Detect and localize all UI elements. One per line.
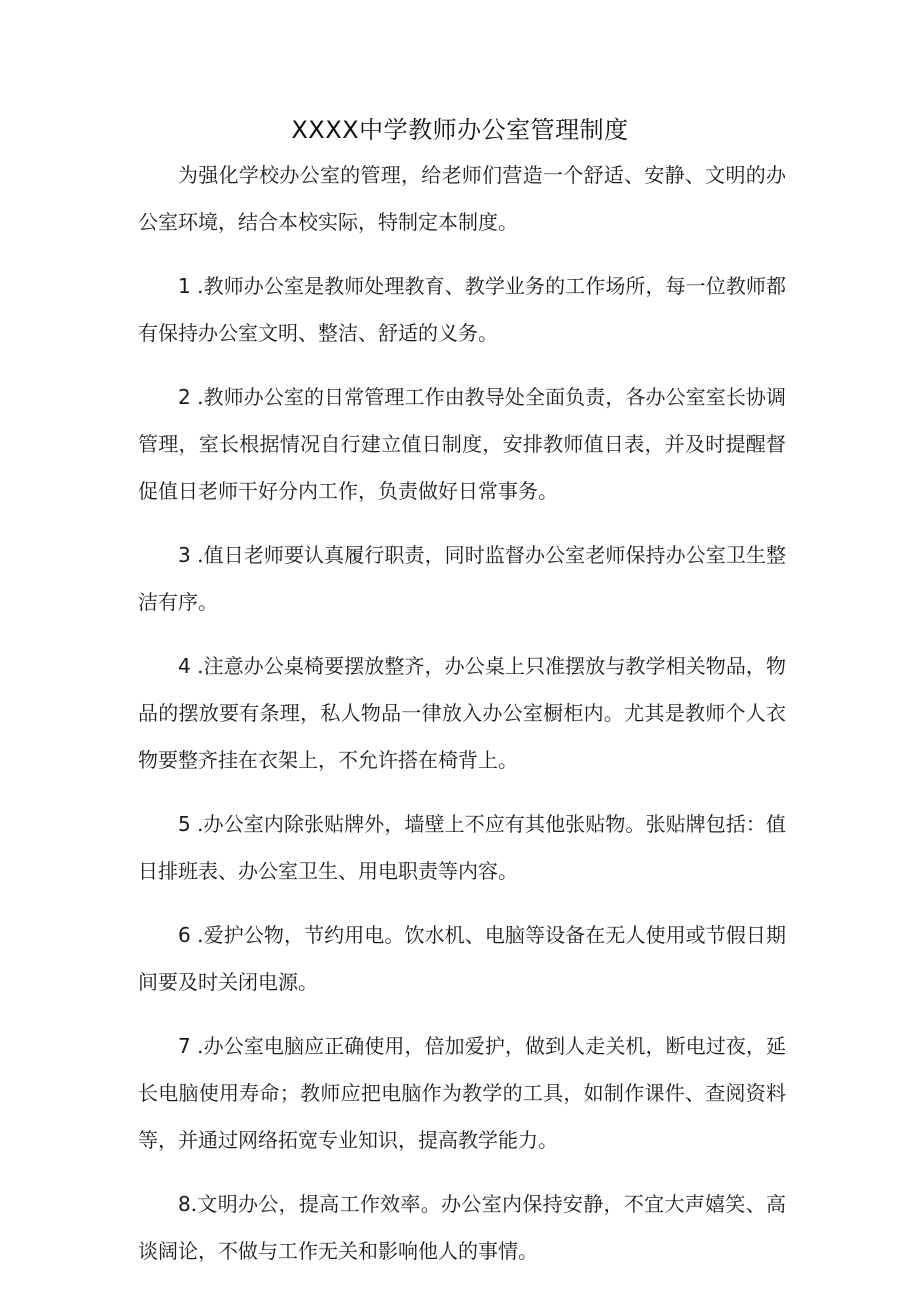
rule-number: 2 [178, 385, 191, 409]
rule-text: 教师办公室的日常管理工作由教导处全面负责，各办公室室长协调管理，室长根据情况自行建立值日制度，安排教师值日表，并及时提醒督促值日老师干好分内工作，负责做好日常事务。 [138, 385, 787, 503]
document-title: XXXX中学教师办公室管理制度 [291, 116, 629, 144]
rule-number: 4 [178, 654, 191, 678]
rule-number: 3 [178, 543, 191, 567]
rule-item-6 [138, 912, 786, 1006]
rule-number: 8 [178, 1192, 191, 1216]
rule-item-7 [138, 1023, 786, 1164]
rule-number: 1 [178, 274, 191, 298]
rule-item-1 [138, 263, 786, 357]
rule-separator: . [190, 812, 204, 836]
rule-separator: . [190, 385, 204, 409]
rule-item-2 [138, 374, 786, 515]
rule-separator: . [190, 543, 204, 567]
rule-text: 爱护公物，节约用电。饮水机、电脑等设备在无人使用或节假日期间要及时关闭电源。 [138, 923, 787, 994]
rule-number: 6 [178, 923, 191, 947]
intro-paragraph: 为强化学校办公室的管理，给老师们营造一个舒适、安静、文明的办公室环境，结合本校实际，特制定本制度。 [138, 163, 786, 234]
rule-item-4 [138, 643, 786, 784]
rule-separator: . [190, 1192, 198, 1216]
rule-text: 值日老师要认真履行职责，同时监督办公室老师保持办公室卫生整洁有序。 [138, 543, 787, 614]
rule-item-3 [138, 532, 786, 626]
rule-text: 文明办公，提高工作效率。办公室内保持安静，不宜大声嬉笑、高谈阔论，不做与工作无关和影响他人的事情。 [138, 1192, 786, 1263]
rule-text: 办公室电脑应正确使用，倍加爱护，做到人走关机，断电过夜，延长电脑使用寿命；教师应把电脑作为教学的工具，如制作课件、查阅资料等，并通过网络拓宽专业知识，提高教学能力。 [138, 1034, 787, 1152]
rule-text: 教师办公室是教师处理教育、教学业务的工作场所，每一位教师都有保持办公室文明、整洁、舒适的义务。 [138, 274, 787, 345]
rule-item-5 [138, 801, 786, 895]
rule-separator: . [190, 274, 204, 298]
rule-number: 7 [178, 1034, 191, 1058]
document-body [138, 152, 786, 1292]
rule-item-8 [138, 1181, 786, 1275]
rule-separator: . [190, 923, 204, 947]
rule-number: 5 [178, 812, 191, 836]
rule-text: 注意办公桌椅要摆放整齐，办公桌上只准摆放与教学相关物品，物品的摆放要有条理，私人物品一律放入办公室橱柜内。尤其是教师个人衣物要整齐挂在衣架上，不允许搭在椅背上。 [138, 654, 787, 772]
rule-text: 办公室内除张贴牌外，墙壁上不应有其他张贴物。张贴牌包括：值日排班表、办公室卫生、用电职责等内容。 [138, 812, 787, 883]
rule-separator: . [190, 654, 204, 678]
rule-separator: . [190, 1034, 204, 1058]
